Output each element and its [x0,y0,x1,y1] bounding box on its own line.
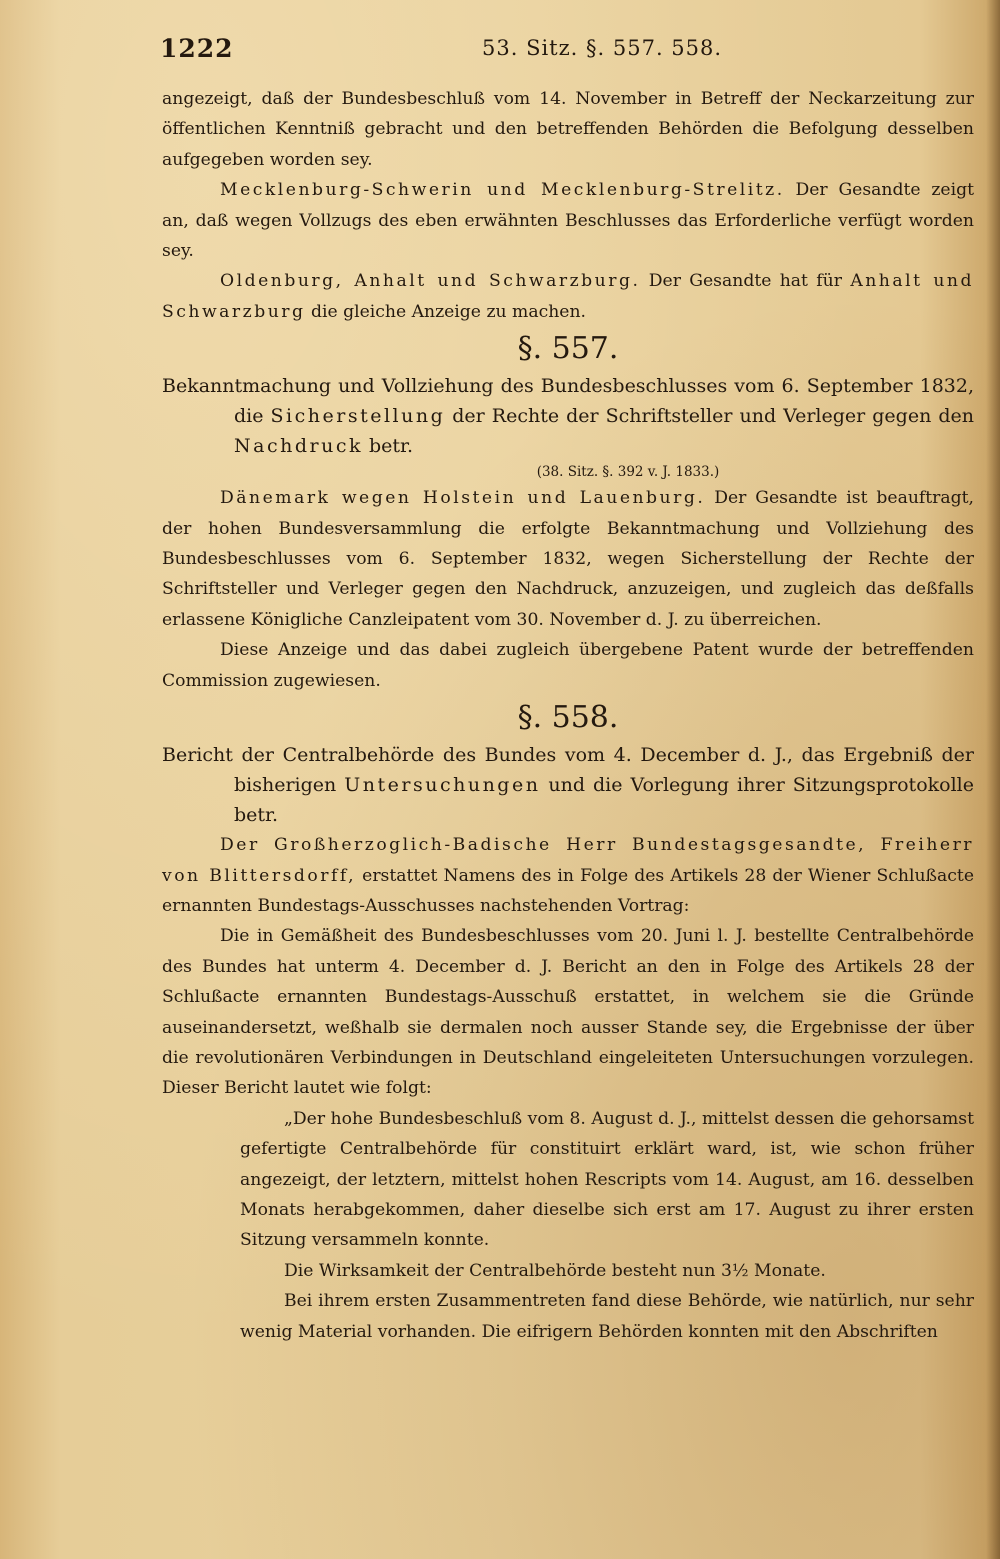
running-head [160,34,980,74]
paragraph [162,266,974,327]
page-number: 1222 [160,34,234,63]
paragraph-text: Der Gesandte hat für [640,271,851,292]
section-number: §. 557. [517,331,619,367]
section-heading [162,371,974,461]
running-title: 53. Sitz. §. 557. 558. [482,36,723,60]
heading-keyword: Nachdruck [234,435,363,458]
quote-paragraph: Die Wirksamkeit der Centralbehörde besteht nun 3½ Monate. [284,1260,826,1281]
section-number: §. 558. [517,700,619,736]
quoted-report [162,1104,974,1347]
paragraph [162,483,974,635]
citation: (38. Sitz. §. 392 v. J. 1833.) [536,464,720,481]
state-name: Oldenburg, Anhalt und Schwarzburg. [220,271,641,292]
state-name: Mecklenburg-Schwerin und Mecklenburg-Strelitz. [220,180,785,201]
heading-text: betr. [362,435,414,458]
paragraph: Die in Gemäßheit des Bundesbeschlusses vom 20. Juni l. J. bestellte Centralbehörde des Bundes hat unterm 4. December d. J. Bericht an den in Folge des Artikels 28 der Schlußacte ernannten Bundestags-Ausschuß erstattet, in welchem sie die Gründe auseinandersetzt, weßhalb sie dermalen noch ausser Stande sey, die Ergebnisse der über die revolutionären Verbindungen in Deutschland eingeleiteten Untersuchungen vorzulegen. Dieser Bericht lautet wie folgt: [162,926,974,1099]
paragraph [162,830,974,921]
page-edge-shadow [986,0,1000,1559]
paragraph-text: Der Gesandte zeigt an, daß wegen Vollzugs des eben erwähnten Beschlusses das Erforderliche verfügt worden sey. [162,180,974,262]
paragraph-text: Der Gesandte ist beauftragt, der hohen Bundesversammlung die erfolgte Bekanntmachung und Vollziehung des Bundesbeschlusses vom 6. September 1832, wegen Sicherstellung der Rechte der Schriftsteller und Verleger gegen den Nachdruck, anzuzeigen, und zugleich das deßfalls erlassene Königliche Canzleipatent vom 30. November d. J. zu überreichen. [162,488,974,630]
state-name: Anhalt und Schwarzburg [162,271,974,322]
paragraph: angezeigt, daß der Bundesbeschluß vom 14. November in Betreff der Neckarzeitung zur öffentlichen Kenntniß gebracht und den betreffenden Behörden die Befolgung desselben aufgegeben worden sey. [162,89,974,170]
section-heading [162,740,974,830]
heading-keyword: Untersuchungen [344,774,541,797]
paragraph-text: die gleiche Anzeige zu machen. [305,301,586,322]
speaker-name: Der Großherzoglich-Badische Herr Bundestagsgesandte, Freiherr von Blittersdorff, [162,835,974,886]
heading-text: Bericht der Centralbehörde des Bundes vom 4. December d. J., das Ergebniß der bisherigen [162,744,974,797]
paragraph [162,175,974,266]
paragraph-text: erstattet Namens des in Folge des Artikels 28 der Wiener Schlußacte ernannten Bundestags-Ausschusses nachstehenden Vortrag: [162,865,974,916]
heading-text: und die Vorlegung ihrer Sitzungsprotokolle betr. [234,774,974,827]
paragraph: Diese Anzeige und das dabei zugleich übergebene Patent wurde der betreffenden Commission zugewiesen. [162,640,974,691]
heading-text: Bekanntmachung und Vollziehung des Bundesbeschlusses vom 6. September 1832, die [162,375,974,428]
heading-keyword: Sicherstellung [270,405,446,428]
heading-text: der Rechte der Schriftsteller und Verleger gegen den [445,405,974,428]
state-name: Dänemark wegen Holstein und Lauenburg. [220,488,706,509]
quote-paragraph: „Der hohe Bundesbeschluß vom 8. August d. J., mittelst dessen die gehorsamst gefertigte Centralbehörde für constituirt erklärt ward, ist, wie schon früher angezeigt, der letztern, mittelst hohen Rescripts vom 14. August, am 16. desselben Monats herabgekommen, daher dieselbe sich erst am 17. August zu ihrer ersten Sitzung versammeln konnte. [240,1108,974,1251]
quote-paragraph: Bei ihrem ersten Zusammentreten fand diese Behörde, wie natürlich, nur sehr wenig Material vorhanden. Die eifrigern Behörden konnten mit den Abschriften [240,1291,974,1342]
page-body [162,84,974,1347]
